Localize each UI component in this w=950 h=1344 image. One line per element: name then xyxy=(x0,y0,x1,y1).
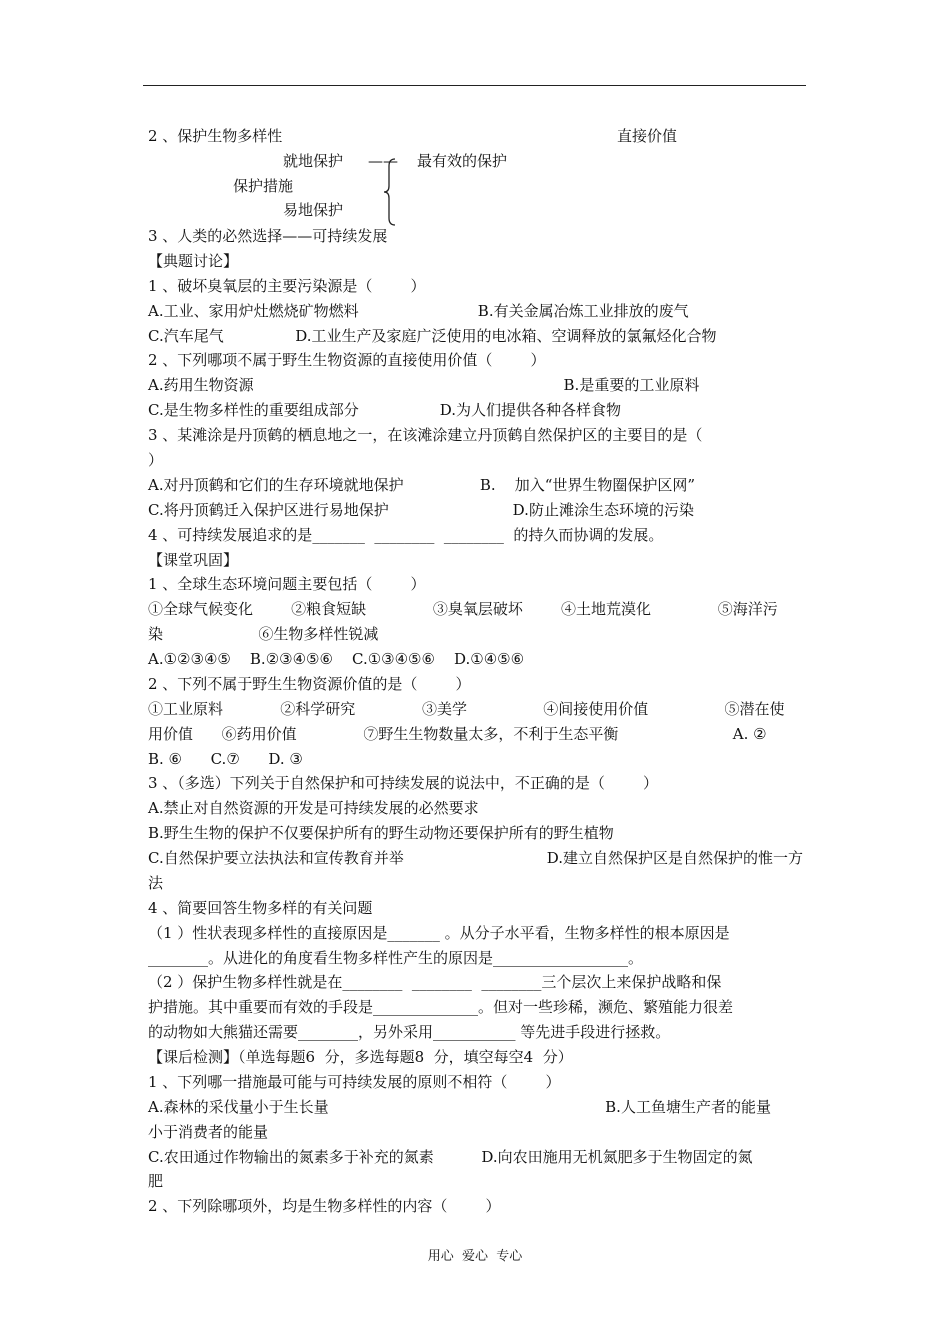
question-text: ） xyxy=(148,451,164,469)
direct-value-label: 直接价值 xyxy=(617,127,678,145)
fill-blank-question: 的动物如大熊猫还需要________，另外采用___________ 等先进手段进行拯救。 xyxy=(148,1023,671,1041)
fill-blank-question: ________。从进化的角度看生物多样性产生的原因是__________________。 xyxy=(148,949,644,967)
item2-title: 2 、保护生物多样性 xyxy=(148,127,283,145)
measures-label: 保护措施 xyxy=(233,177,294,195)
answer-options: ①全球气候变化 ②粮食短缺 ③臭氧层破坏 ④土地荒漠化 ⑤海洋污 xyxy=(148,600,778,618)
section-heading: 【典题讨论】 xyxy=(148,252,239,270)
fill-blank-question: （1 ）性状表现多样性的直接原因是_______ 。从分子水平看，生物多样性的根本原因是 xyxy=(148,924,730,942)
answer-options: C.农田通过作物输出的氮素多于补充的氮素 D.向农田施用无机氮肥多于生物固定的氮 xyxy=(148,1148,753,1166)
question-text: 2 、下列不属于野生生物资源价值的是（ ） xyxy=(148,675,471,693)
page-footer: 用心 爱心 专心 xyxy=(427,1249,523,1264)
header-rule xyxy=(143,85,806,86)
question-text: 2 、下列哪项不属于野生生物资源的直接使用价值（ ） xyxy=(148,351,546,369)
answer-options: 肥 xyxy=(148,1172,164,1190)
question-text: 3 、某滩涂是丹顶鹤的栖息地之一，在该滩涂建立丹顶鹤自然保护区的主要目的是（ xyxy=(148,426,703,444)
text-line: 3 、人类的必然选择——可持续发展 xyxy=(148,227,388,245)
fill-blank-question: 4 、可持续发展追求的是_______ ________ ________ 的持久而协调的发展。 xyxy=(148,526,664,544)
fill-blank-question: 护措施。其中重要而有效的手段是______________。但对一些珍稀，濒危、繁殖能力很差 xyxy=(148,998,734,1016)
answer-options: A.工业、家用炉灶燃烧矿物燃料 B.有关金属冶炼工业排放的废气 xyxy=(148,302,689,320)
answer-options: A.药用生物资源 B.是重要的工业原料 xyxy=(148,376,700,394)
answer-options: 染 ⑥生物多样性锐减 xyxy=(148,625,379,643)
answer-options: C.自然保护要立法执法和宣传教育并举 D.建立自然保护区是自然保护的惟一方 xyxy=(148,849,804,867)
fill-blank-question: （2 ）保护生物多样性就是在________ ________ ________三个层次上来保护战略和保 xyxy=(148,973,722,991)
question-text: 1 、破坏臭氧层的主要污染源是（ ） xyxy=(148,277,426,295)
answer-options: 用价值 ⑥药用价值 ⑦野生生物数量太多，不利于生态平衡 A. ② xyxy=(148,725,767,743)
dash-connector: —— xyxy=(368,152,398,170)
answer-options: C.将丹顶鹤迁入保护区进行易地保护 D.防止滩涂生态环境的污染 xyxy=(148,501,694,519)
answer-options: A.对丹顶鹤和它们的生存环境就地保护 B. 加入“世界生物圈保护区网” xyxy=(148,476,696,494)
ex-situ-label: 易地保护 xyxy=(283,201,344,219)
answer-options: B.野生生物的保护不仅要保护所有的野生动物还要保护所有的野生植物 xyxy=(148,824,614,842)
answer-options: C.汽车尾气 D.工业生产及家庭广泛使用的电冰箱、空调释放的氯氟烃化合物 xyxy=(148,327,717,345)
most-effective-label: 最有效的保护 xyxy=(417,152,508,170)
section-heading: 【课后检测】（单选每题6 分，多选每题8 分，填空每空4 分） xyxy=(148,1048,573,1066)
answer-options: ①工业原料 ②科学研究 ③美学 ④间接使用价值 ⑤潜在使 xyxy=(148,700,785,718)
answer-options: B. ⑥ C.⑦ D. ③ xyxy=(148,750,303,768)
question-text: 1 、全球生态环境问题主要包括（ ） xyxy=(148,575,426,593)
section-heading: 【课堂巩固】 xyxy=(148,551,239,569)
question-text: 2 、下列除哪项外，均是生物多样性的内容（ ） xyxy=(148,1197,501,1215)
answer-options: A.森林的采伐量小于生长量 B.人工鱼塘生产者的能量 xyxy=(148,1098,771,1116)
question-text: 3 、（多选）下列关于自然保护和可持续发展的说法中，不正确的是（ ） xyxy=(148,774,658,792)
answer-options: 小于消费者的能量 xyxy=(148,1123,269,1141)
in-situ-label: 就地保护 xyxy=(283,152,344,170)
answer-options: C.是生物多样性的重要组成部分 D.为人们提供各种各样食物 xyxy=(148,401,622,419)
question-text: 4 、简要回答生物多样的有关问题 xyxy=(148,899,373,917)
question-text: 1 、下列哪一措施最可能与可持续发展的原则不相符（ ） xyxy=(148,1073,561,1091)
answer-options: A.①②③④⑤ B.②③④⑤⑥ C.①③④⑤⑥ D.①④⑤⑥ xyxy=(148,650,525,668)
answer-options: 法 xyxy=(148,874,164,892)
curly-brace-icon xyxy=(383,158,397,226)
answer-options: A.禁止对自然资源的开发是可持续发展的必然要求 xyxy=(148,799,479,817)
